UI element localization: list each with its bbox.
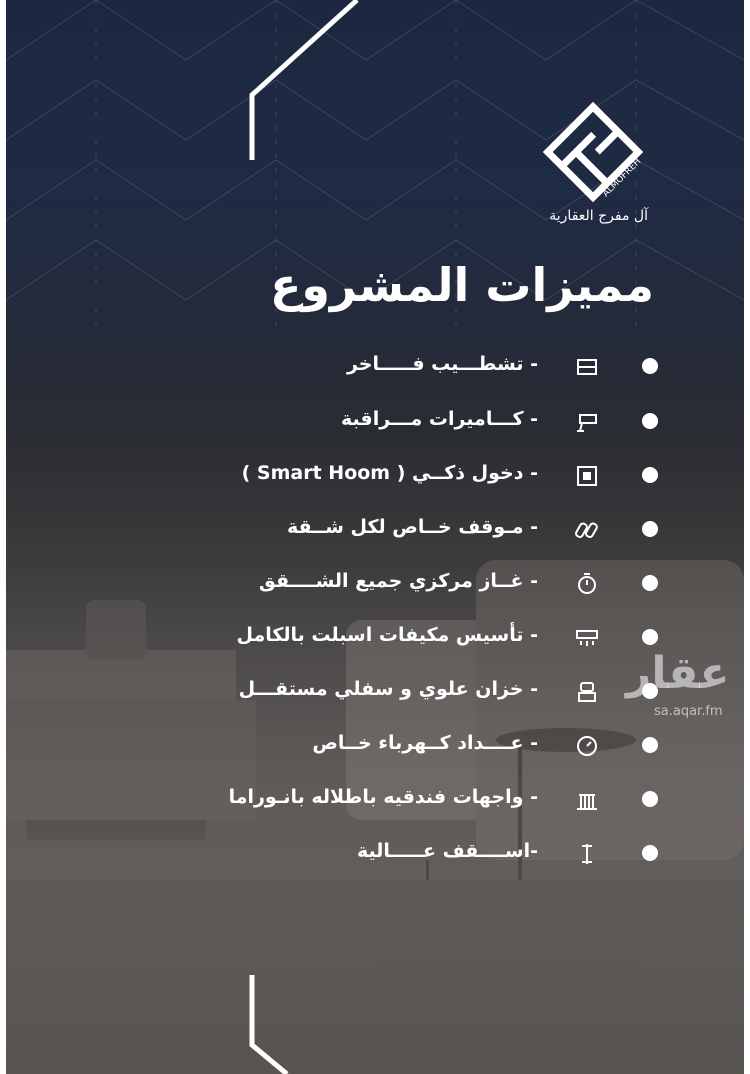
feature-text: - دخول ذكــي ( Smart Hoom ) xyxy=(241,462,538,484)
bullet-dot xyxy=(642,575,658,591)
brochure-page xyxy=(6,0,744,1074)
tank-icon xyxy=(574,679,600,705)
feature-item xyxy=(6,564,744,604)
feature-text: - غــاز مركزي جميع الشــــقق xyxy=(258,570,538,592)
feature-text: - كـــاميرات مـــراقبة xyxy=(340,408,538,430)
feature-item xyxy=(6,347,744,387)
gas-icon xyxy=(574,571,600,597)
features-list xyxy=(6,0,744,1074)
aqar-watermark-url: sa.aqar.fm xyxy=(654,704,723,719)
company-name: آل مفرج العقارية xyxy=(549,208,648,224)
parking-icon xyxy=(574,517,600,543)
bullet-dot xyxy=(642,467,658,483)
feature-text: -اســــقف عـــــالية xyxy=(357,840,538,862)
logo-text: ALMOFREH xyxy=(601,156,644,200)
bullet-dot xyxy=(642,845,658,861)
bullet-dot xyxy=(642,358,658,374)
bullet-dot xyxy=(642,791,658,807)
bullet-dot xyxy=(642,521,658,537)
feature-text: - عــــداد كــهرباء خــاص xyxy=(312,732,538,754)
bullet-dot xyxy=(642,413,658,429)
feature-item xyxy=(6,780,744,820)
feature-item xyxy=(6,726,744,766)
feature-text: - مـوقف خــاص لكل شــقة xyxy=(287,516,538,538)
ceiling-icon xyxy=(574,841,600,867)
feature-text: - خزان علوي و سفلي مستقـــل xyxy=(238,678,538,700)
feature-item xyxy=(6,834,744,874)
camera-icon xyxy=(574,409,600,435)
bullet-dot xyxy=(642,629,658,645)
ac-icon xyxy=(574,625,600,651)
feature-text: - واجهات فندقيه باطلاله بانـوراما xyxy=(228,786,538,808)
smart-home-icon xyxy=(574,463,600,489)
page-title: مميزات المشروع xyxy=(269,258,654,312)
feature-item xyxy=(6,456,744,496)
feature-text: - تأسيس مكيفات اسبلت بالكامل xyxy=(236,624,538,646)
finishing-icon xyxy=(574,354,600,380)
feature-text: - تشطـــيب فـــــاخر xyxy=(346,353,538,375)
facade-icon xyxy=(574,787,600,813)
feature-item xyxy=(6,402,744,442)
bullet-dot xyxy=(642,737,658,753)
meter-icon xyxy=(574,733,600,759)
feature-item xyxy=(6,510,744,550)
aqar-watermark-text: عقار xyxy=(626,648,730,699)
